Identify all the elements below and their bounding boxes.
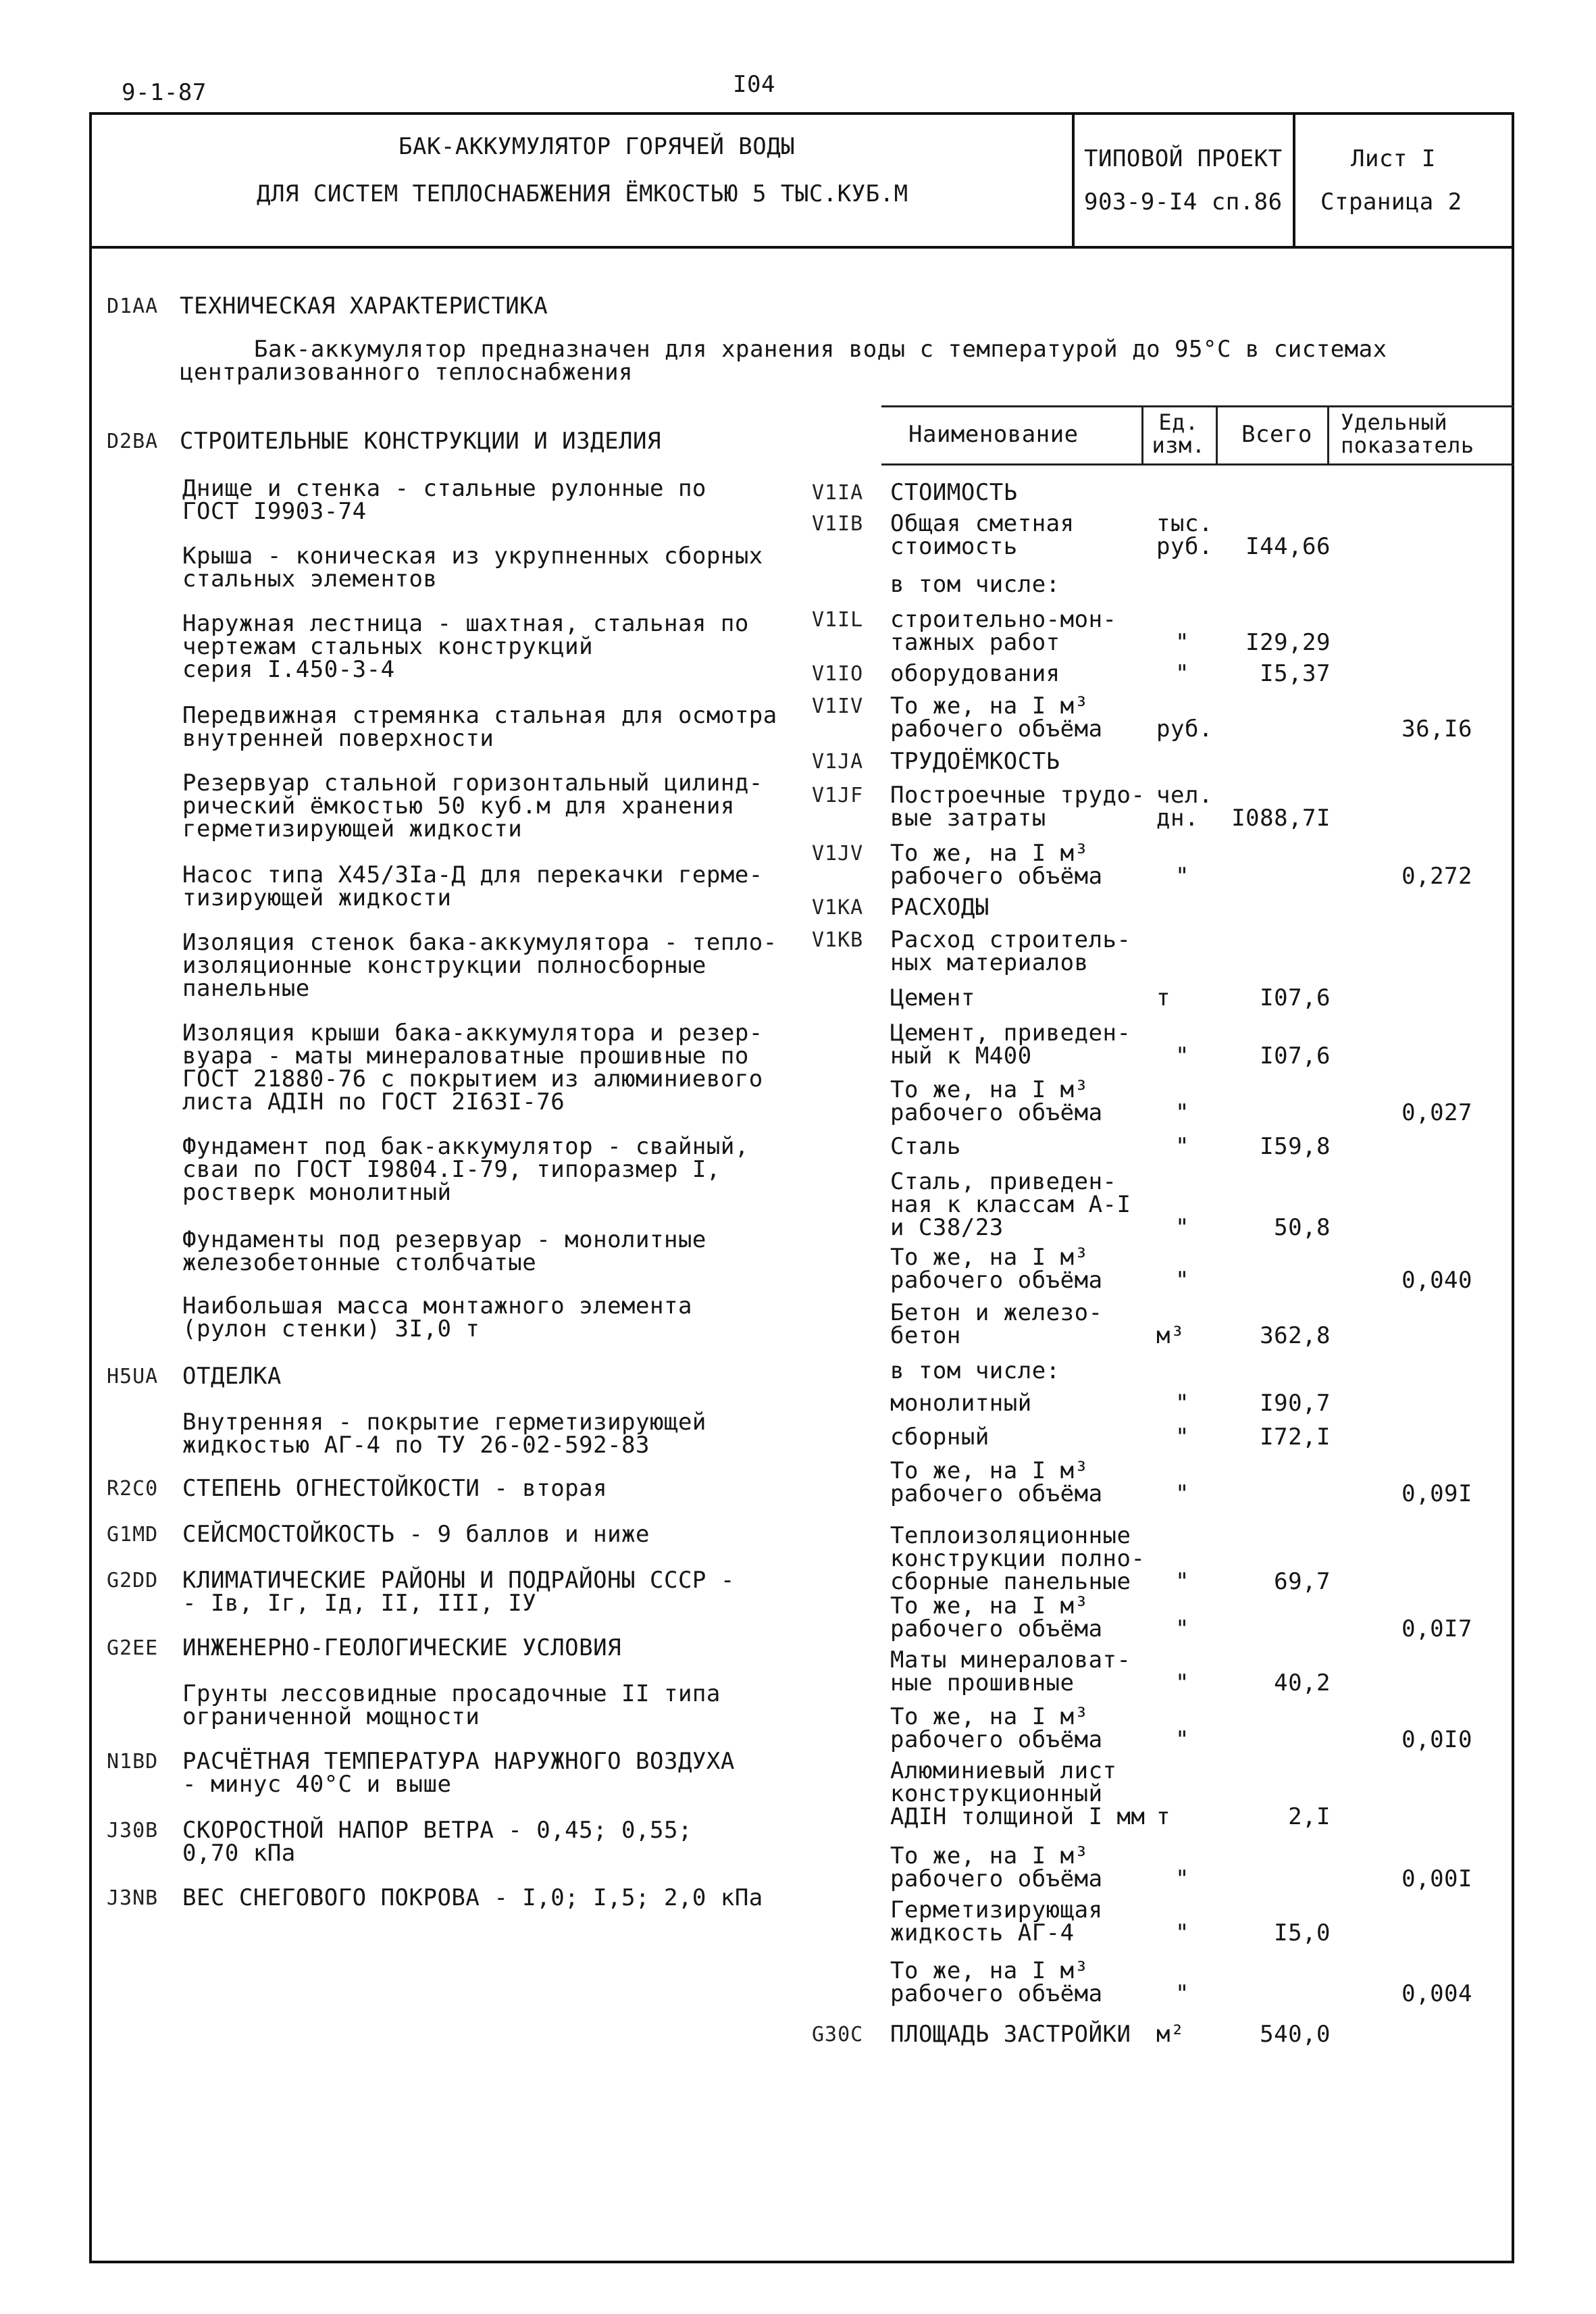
table-header-name: Наименование xyxy=(908,421,1079,448)
table-header-rule xyxy=(881,463,1514,466)
table-row-name: Сталь, приведен- ная к классам А-I и С38/23 xyxy=(890,1168,1131,1241)
climate-text: КЛИМАТИЧЕСКИЕ РАЙОНЫ И ПОДРАЙОНЫ СССР - - Iв, Iг, Iд, II, III, IУ xyxy=(182,1567,735,1617)
table-row-name: То же, на I м³ рабочего объёма xyxy=(890,840,1103,890)
table-row-name: Алюминиевый лист конструкционный АДIН толщиной I мм xyxy=(890,1757,1145,1830)
table-top-rule xyxy=(881,405,1514,407)
table-row-name: Теплоизоляционные конструкции полно- сборные панельные xyxy=(890,1522,1145,1595)
table-row-unit: " xyxy=(1175,1568,1189,1595)
table-row-unit: м² xyxy=(1156,2021,1185,2048)
table-row-unit: " xyxy=(1175,1214,1189,1241)
table-row-unit: " xyxy=(1175,1669,1189,1696)
construction-item-7: Изоляция стенок бака-аккумулятора - тепло- изоляционные конструкции полносборные панельные xyxy=(182,929,777,1002)
table-row-unit: т xyxy=(1156,984,1170,1011)
section-code-h5ua: H5UA xyxy=(107,1365,159,1388)
outdoor-temperature-text: РАСЧЁТНАЯ ТЕМПЕРАТУРА НАРУЖНОГО ВОЗДУХА - минус 40°С и выше xyxy=(182,1748,735,1798)
table-row-unit: " xyxy=(1175,1726,1189,1753)
page-number: I04 xyxy=(733,71,775,98)
header-divider xyxy=(89,246,1514,249)
table-row-specific: 0,027 xyxy=(1401,1099,1472,1126)
table-row-name: То же, на I м³ рабочего объёма xyxy=(890,1703,1103,1753)
construction-item-5: Резервуар стальной горизонтальный цилинд- рический ёмкостью 50 куб.м для хранения герметизирующей жидкости xyxy=(182,770,763,842)
purpose-text: Бак-аккумулятор предназначен для хранения воды с температурой до 95°С в системах централизованного теплоснабжения xyxy=(180,336,1387,386)
table-row-total: 50,8 xyxy=(1274,1214,1331,1241)
table-row-total: 69,7 xyxy=(1274,1568,1331,1595)
seismic-text: СЕЙСМОСТОЙКОСТЬ - 9 баллов и ниже xyxy=(182,1521,650,1548)
table-row-specific: 0,040 xyxy=(1401,1267,1472,1294)
construction-item-10: Фундаменты под резервуар - монолитные железобетонные столбчатые xyxy=(182,1226,706,1276)
table-row-specific: 0,272 xyxy=(1401,863,1472,890)
table-row-name: Цемент, приведен- ный к М400 xyxy=(890,1020,1131,1070)
table-row-code: V1IB xyxy=(812,512,864,536)
table-row-total: 362,8 xyxy=(1260,1322,1331,1349)
table-row-unit: " xyxy=(1175,1042,1189,1070)
header-col-divider-1 xyxy=(1072,112,1075,246)
table-row-unit: тыс. руб. xyxy=(1156,510,1213,560)
section-code-g2dd: G2DD xyxy=(107,1569,159,1592)
table-row-name: То же, на I м³ рабочего объёма xyxy=(890,1457,1103,1507)
table-row-name: СТОИМОСТЬ xyxy=(890,479,1018,506)
table-row-unit: " xyxy=(1175,1480,1189,1507)
table-row-name: сборный xyxy=(890,1424,989,1451)
sheet-line-1: Лист I xyxy=(1351,145,1436,172)
table-row-specific: 0,0I7 xyxy=(1401,1615,1472,1642)
table-row-unit: " xyxy=(1175,1390,1189,1417)
sheet-line-2: Страница 2 xyxy=(1320,188,1462,216)
section-code-d2ba: D2BA xyxy=(107,430,159,453)
section-heading-tech: ТЕХНИЧЕСКАЯ ХАРАКТЕРИСТИКА xyxy=(180,293,548,320)
table-col-total-left xyxy=(1216,405,1218,463)
table-row-total: I07,6 xyxy=(1260,984,1331,1011)
table-row-code: V1IL xyxy=(812,608,864,632)
table-row-specific: 0,0I0 xyxy=(1401,1726,1472,1753)
table-row-total: I90,7 xyxy=(1260,1390,1331,1417)
snow-load-text: ВЕС СНЕГОВОГО ПОКРОВА - I,0; I,5; 2,0 кПа xyxy=(182,1884,763,1911)
table-row-name: То же, на I м³ рабочего объёма xyxy=(890,1842,1103,1892)
section-heading-geology: ИНЖЕНЕРНО-ГЕОЛОГИЧЕСКИЕ УСЛОВИЯ xyxy=(182,1634,622,1661)
table-row-name: в том числе: xyxy=(890,1357,1060,1384)
table-row-unit: " xyxy=(1175,629,1189,656)
construction-item-4: Передвижная стремянка стальная для осмотра внутренней поверхности xyxy=(182,702,777,752)
project-line-2: 903-9-I4 сп.86 xyxy=(1084,188,1283,216)
title-line-1: БАК-АККУМУЛЯТОР ГОРЯЧЕЙ ВОДЫ xyxy=(398,133,796,160)
table-row-unit: " xyxy=(1175,1099,1189,1126)
title-line-2: ДЛЯ СИСТЕМ ТЕПЛОСНАБЖЕНИЯ ЁМКОСТЬЮ 5 ТЫС.КУБ.М xyxy=(257,180,908,207)
table-header-total: Всего xyxy=(1241,421,1312,448)
table-col-specific-left xyxy=(1327,405,1329,463)
table-header-specific: Удельный показатель xyxy=(1341,409,1474,458)
table-row-name: ТРУДОЁМКОСТЬ xyxy=(890,748,1060,775)
table-row-name: Расход строитель- ных материалов xyxy=(890,926,1131,976)
table-row-unit: " xyxy=(1175,1424,1189,1451)
project-line-1: ТИПОВОЙ ПРОЕКТ xyxy=(1084,145,1283,172)
table-row-name: Цемент xyxy=(890,984,975,1011)
table-row-total: 40,2 xyxy=(1274,1669,1331,1696)
table-row-total: I44,66 xyxy=(1245,533,1331,560)
table-row-code: V1KB xyxy=(812,928,864,952)
section-code-j3nb: J3NB xyxy=(107,1886,159,1910)
construction-item-9: Фундамент под бак-аккумулятор - свайный, сваи по ГОСТ I9804.I-79, типоразмер I, ростверк монолитный xyxy=(182,1133,749,1206)
table-row-name: строительно-мон- тажных работ xyxy=(890,606,1117,656)
table-row-name: Герметизирующая жидкость АГ-4 xyxy=(890,1896,1103,1946)
table-row-specific: 0,09I xyxy=(1401,1480,1472,1507)
construction-item-8: Изоляция крыши бака-аккумулятора и резер- вуара - маты минераловатные прошивные по ГОСТ 21880-76 с покрытием из алюминиевого листа АДIН по ГОСТ 2I63I-76 xyxy=(182,1020,763,1115)
table-col-unit-left xyxy=(1141,405,1143,463)
finishing-text: Внутренняя - покрытие герметизирующей жидкостью АГ-4 по ТУ 26-02-592-83 xyxy=(182,1409,706,1459)
construction-item-2: Крыша - коническая из укрупненных сборных стальных элементов xyxy=(182,543,763,593)
table-row-name: монолитный xyxy=(890,1390,1032,1417)
table-row-name: оборудования xyxy=(890,660,1060,687)
table-row-code: V1JF xyxy=(812,784,864,807)
table-row-name: Маты минераловат- ные прошивные xyxy=(890,1646,1131,1696)
section-code-n1bd: N1BD xyxy=(107,1750,159,1774)
table-row-total: I07,6 xyxy=(1260,1042,1331,1070)
table-row-unit: м³ xyxy=(1156,1322,1185,1349)
table-row-name: Общая сметная стоимость xyxy=(890,510,1075,560)
table-row-unit: " xyxy=(1175,1980,1189,2007)
table-row-name: РАСХОДЫ xyxy=(890,894,989,921)
section-code-d1aa: D1AA xyxy=(107,295,159,318)
table-row-code: V1IA xyxy=(812,481,864,505)
table-row-code: V1JA xyxy=(812,750,864,774)
table-row-name: в том числе: xyxy=(890,571,1060,598)
header-col-divider-2 xyxy=(1293,112,1295,246)
table-row-code: G30C xyxy=(812,2023,864,2046)
table-row-specific: 36,I6 xyxy=(1401,715,1472,743)
table-row-specific: 0,004 xyxy=(1401,1980,1472,2007)
table-row-unit: " xyxy=(1175,863,1189,890)
table-row-name: То же, на I м³ рабочего объёма xyxy=(890,1592,1103,1642)
table-row-total: I088,7I xyxy=(1231,805,1331,832)
table-row-unit: чел. дн. xyxy=(1156,782,1213,832)
construction-item-1: Днище и стенка - стальные рулонные по ГОСТ I9903-74 xyxy=(182,475,706,525)
section-code-g1md: G1MD xyxy=(107,1523,159,1546)
table-row-unit: т xyxy=(1156,1803,1170,1830)
section-code-j30b: J30B xyxy=(107,1819,159,1842)
table-row-code: V1IO xyxy=(812,662,864,686)
table-row-code: V1IV xyxy=(812,695,864,718)
table-row-name: То же, на I м³ рабочего объёма xyxy=(890,1076,1103,1126)
table-row-name: То же, на I м³ рабочего объёма xyxy=(890,1957,1103,2007)
construction-item-3: Наружная лестница - шахтная, стальная по чертежам стальных конструкций серия I.450-3-4 xyxy=(182,610,749,683)
table-row-name: Сталь xyxy=(890,1133,961,1160)
section-heading-constructions: СТРОИТЕЛЬНЫЕ КОНСТРУКЦИИ И ИЗДЕЛИЯ xyxy=(180,428,661,455)
fire-resistance-text: СТЕПЕНЬ ОГНЕСТОЙКОСТИ - вторая xyxy=(182,1475,608,1502)
geology-text: Грунты лессовидные просадочные II типа ограниченной мощности xyxy=(182,1680,721,1730)
table-row-total: I5,0 xyxy=(1274,1919,1331,1946)
table-row-unit: " xyxy=(1175,1615,1189,1642)
table-row-unit: " xyxy=(1175,1267,1189,1294)
table-row-unit: " xyxy=(1175,1133,1189,1160)
table-row-name: То же, на I м³ рабочего объёма xyxy=(890,1244,1103,1294)
table-row-total: 540,0 xyxy=(1260,2021,1331,2048)
section-code-r2c0: R2C0 xyxy=(107,1477,159,1501)
section-code-g2ee: G2EE xyxy=(107,1636,159,1660)
table-row-code: V1JV xyxy=(812,842,864,865)
table-row-name: ПЛОЩАДЬ ЗАСТРОЙКИ xyxy=(890,2021,1131,2048)
table-row-code: V1KA xyxy=(812,896,864,920)
table-header-unit: Ед. изм. xyxy=(1152,409,1206,458)
table-row-unit: " xyxy=(1175,1865,1189,1892)
series-label: 9-1-87 xyxy=(122,79,207,106)
table-row-total: I72,I xyxy=(1260,1424,1331,1451)
wind-pressure-text: СКОРОСТНОЙ НАПОР ВЕТРА - 0,45; 0,55; 0,70 кПа xyxy=(182,1817,692,1867)
table-row-name: Бетон и железо- бетон xyxy=(890,1299,1103,1349)
table-row-specific: 0,00I xyxy=(1401,1865,1472,1892)
section-heading-finishing: ОТДЕЛКА xyxy=(182,1363,282,1390)
table-row-unit: " xyxy=(1175,660,1189,687)
table-row-unit: " xyxy=(1175,1919,1189,1946)
table-row-unit: руб. xyxy=(1156,715,1213,743)
table-row-total: 2,I xyxy=(1288,1803,1331,1830)
construction-item-11: Наибольшая масса монтажного элемента (рулон стенки) 3I,0 т xyxy=(182,1292,692,1342)
table-row-name: То же, на I м³ рабочего объёма xyxy=(890,693,1103,743)
table-row-name: Построечные трудо- вые затраты xyxy=(890,782,1145,832)
table-row-total: I29,29 xyxy=(1245,629,1331,656)
construction-item-6: Насос типа Х45/3Iа-Д для перекачки герме- тизирующей жидкости xyxy=(182,861,763,911)
table-row-total: I59,8 xyxy=(1260,1133,1331,1160)
table-row-total: I5,37 xyxy=(1260,660,1331,687)
